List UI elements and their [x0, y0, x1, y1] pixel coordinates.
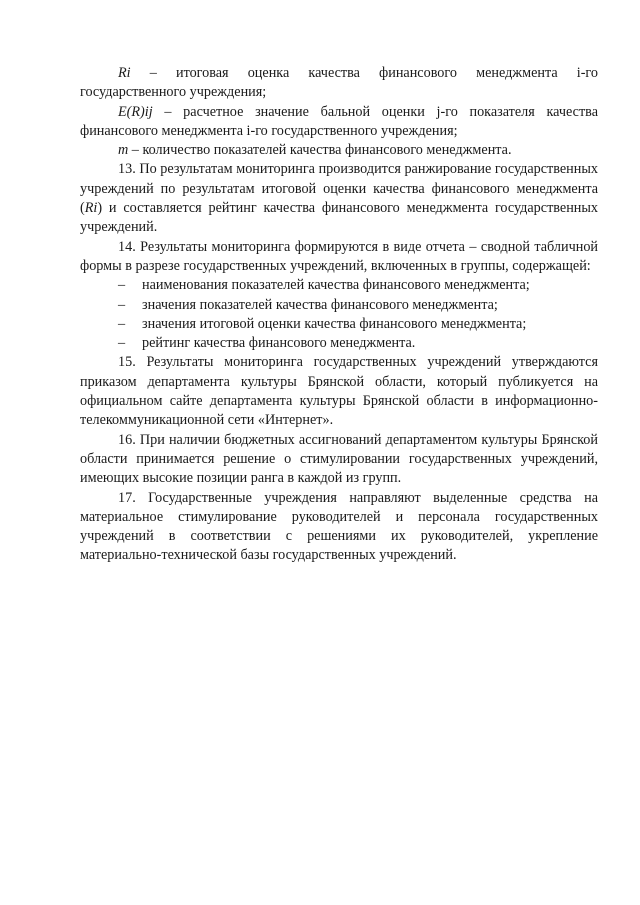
list-item-text: наименования показателей качества финансового менеджмента; [142, 277, 530, 294]
list-item-text: рейтинг качества финансового менеджмента. [142, 335, 416, 352]
list-dash: – [118, 296, 126, 313]
paragraph-13-after: ) и составляется рейтинг качества финансового менеджмента государственных учреждений. [80, 200, 598, 236]
list-item [80, 276, 598, 295]
list-item [80, 334, 598, 353]
definition-symbol: m [118, 142, 129, 159]
definition-ri [80, 64, 598, 103]
document-page [80, 64, 598, 566]
list-item-text: значения показателей качества финансового менеджмента; [142, 296, 498, 313]
list-dash: – [118, 315, 126, 332]
list-item [80, 315, 598, 334]
definition-symbol: E(R)ij [118, 103, 153, 120]
list-dash: – [118, 335, 126, 352]
paragraph-16: 16. При наличии бюджетных ассигнований департаментом культуры Брянской области принимается решение о стимулировании государственных учреждений, имеющих высокие позиции ранга в каждой из групп. [80, 431, 598, 487]
paragraph-13 [80, 160, 598, 237]
definition-m [80, 141, 598, 160]
paragraph-15: 15. Результаты мониторинга государственных учреждений утверждаются приказом департамента культуры Брянской области, который публикуется на официальном сайте департамента культуры Брянской области в информационно-телекоммуникационной сети «Интернет». [80, 354, 598, 429]
paragraph-13-before: 13. По результатам мониторинга производится ранжирование государственных учреждений по результатам итоговой оценки качества финансового менеджмента ( [80, 161, 598, 217]
list-item [80, 296, 598, 315]
definition-symbol: Ri [118, 65, 131, 81]
paragraph-13-symbol: Ri [84, 200, 98, 217]
definition-text: – количество показателей качества финансового менеджмента. [128, 142, 512, 159]
definition-erij [80, 103, 598, 142]
definition-text: – итоговая оценка качества финансового менеджмента i-го государственного учреждения; [80, 65, 598, 101]
definition-text: – расчетное значение бальной оценки j-го показателя качества финансового менеджмента i-го государственного учреждения; [80, 103, 598, 139]
paragraph-17: 17. Государственные учреждения направляют выделенные средства на материальное стимулирование руководителей и персонала государственных учреждений в соответствии с решениями их руководителей, укрепление материально-технической базы государственных учреждений. [80, 489, 598, 564]
list-item-text: значения итоговой оценки качества финансового менеджмента; [142, 315, 527, 332]
paragraph-14: 14. Результаты мониторинга формируются в виде отчета – сводной табличной формы в разрезе государственных учреждений, включенных в группы, содержащей: [80, 238, 598, 274]
list-dash: – [118, 277, 126, 294]
